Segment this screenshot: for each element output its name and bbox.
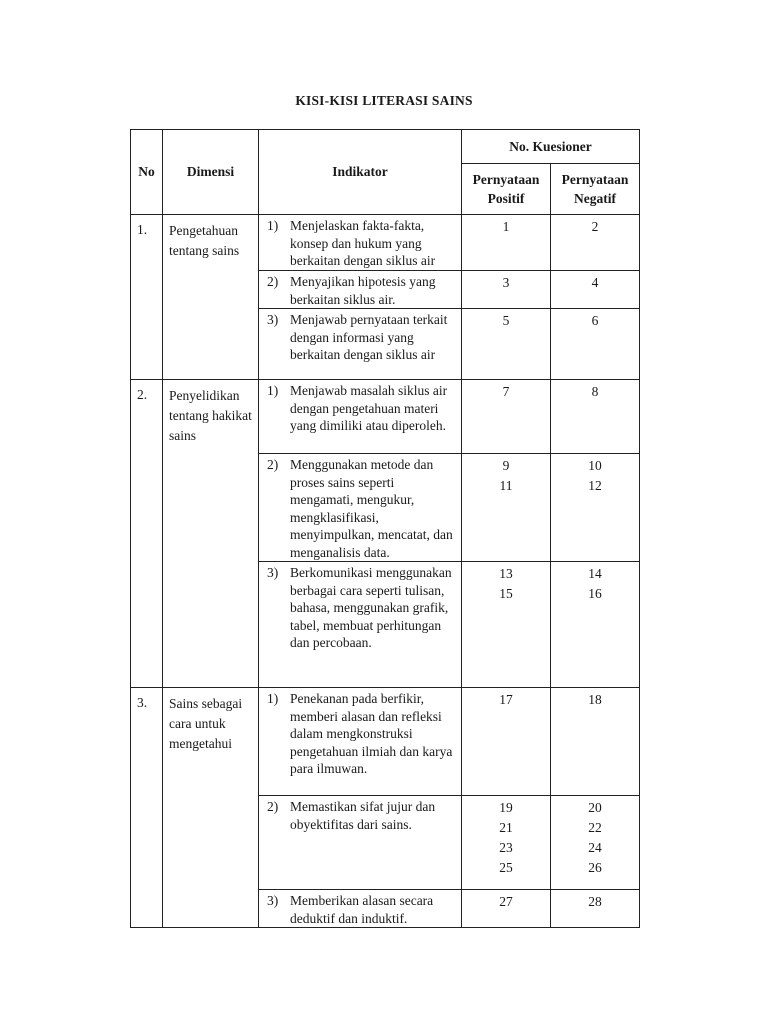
negative-item-number: 2 (591, 219, 599, 234)
indicator-text: Menggunakan metode dan proses sains seperti mengamati, mengukur, mengklasifikasi, menyimpulkan, mencatat, dan menganalisis data. (290, 457, 453, 560)
indicator-number: 3) (267, 312, 279, 327)
negative-item-number: 4 (591, 275, 599, 290)
negative-item-number: 14 (588, 566, 602, 581)
indicator-text: Penekanan pada berfikir, memberi alasan dan refleksi dalam mengkonstruksi pengetahuan ilmiah dan karya para ilmuwan. (290, 691, 453, 776)
header-dimensi: Dimensi (163, 130, 259, 215)
literacy-grid-table (130, 129, 640, 928)
dimension-cell: Sains sebagai cara untuk mengetahui (163, 688, 259, 928)
positive-item-number: 3 (502, 275, 510, 290)
positive-item-number: 21 (499, 820, 513, 835)
indicator-text: Menjelaskan fakta-fakta, konsep dan hukum yang berkaitan dengan siklus air (290, 218, 436, 268)
positive-item-number: 1 (502, 219, 510, 234)
negative-items-cell (551, 215, 640, 271)
indicator-cell (259, 796, 462, 890)
indicator-text: Menjawab pernyataan terkait dengan informasi yang berkaitan dengan siklus air (290, 312, 448, 362)
indicator-cell (259, 215, 462, 271)
negative-item-number: 26 (588, 860, 602, 875)
indicator-cell (259, 562, 462, 688)
negative-item-number: 24 (588, 840, 602, 855)
indicator-cell (259, 890, 462, 928)
table-row (131, 688, 640, 796)
negative-items-cell (551, 890, 640, 928)
indicator-cell (259, 380, 462, 454)
indicator-text: Memberikan alasan secara deduktif dan induktif. (290, 893, 434, 926)
positive-item-number: 17 (499, 692, 513, 707)
indicator-cell (259, 454, 462, 562)
positive-items-cell (462, 688, 551, 796)
positive-item-number: 27 (499, 894, 513, 909)
header-negatif: Pernyataan Negatif (551, 164, 640, 215)
negative-item-number: 16 (588, 586, 602, 601)
indicator-text: Berkomunikasi menggunakan berbagai cara seperti tulisan, bahasa, menggunakan grafik, tabel, membuat perhitungan dan percobaan. (290, 565, 452, 650)
indicator-number: 2) (267, 799, 279, 814)
indicator-number: 2) (267, 457, 279, 472)
negative-item-number: 20 (588, 800, 602, 815)
page-title: KISI-KISI LITERASI SAINS (295, 93, 473, 108)
negative-item-number: 8 (591, 384, 599, 399)
indicator-number: 3) (267, 565, 279, 580)
indicator-number: 1) (267, 691, 279, 706)
positive-item-number: 19 (499, 800, 513, 815)
row-number: 1. (131, 215, 163, 380)
positive-items-cell (462, 309, 551, 380)
positive-items-cell (462, 380, 551, 454)
negative-item-number: 6 (591, 313, 599, 328)
row-number: 2. (131, 380, 163, 688)
positive-items-cell (462, 271, 551, 309)
negative-items-cell (551, 796, 640, 890)
negative-item-number: 18 (588, 692, 602, 707)
negative-items-cell (551, 309, 640, 380)
indicator-number: 2) (267, 274, 279, 289)
negative-items-cell (551, 562, 640, 688)
positive-items-cell (462, 796, 551, 890)
dimension-cell: Pengetahuan tentang sains (163, 215, 259, 380)
indicator-text: Menjawab masalah siklus air dengan pengetahuan materi yang dimiliki atau diperoleh. (290, 383, 448, 433)
negative-item-number: 10 (588, 458, 602, 473)
positive-item-number: 23 (499, 840, 513, 855)
positive-item-number: 13 (499, 566, 513, 581)
table-row (131, 215, 640, 271)
indicator-text: Menyajikan hipotesis yang berkaitan siklus air. (290, 274, 436, 307)
positive-items-cell (462, 454, 551, 562)
negative-items-cell (551, 454, 640, 562)
table-row (131, 380, 640, 454)
positive-items-cell (462, 890, 551, 928)
positive-item-number: 15 (499, 586, 513, 601)
positive-items-cell (462, 215, 551, 271)
negative-items-cell (551, 271, 640, 309)
negative-item-number: 12 (588, 478, 602, 493)
positive-items-cell (462, 562, 551, 688)
header-positif: Pernyataan Positif (462, 164, 551, 215)
header-no: No (131, 130, 163, 215)
indicator-number: 3) (267, 893, 279, 908)
row-number: 3. (131, 688, 163, 928)
negative-item-number: 28 (588, 894, 602, 909)
indicator-cell (259, 688, 462, 796)
indicator-text: Memastikan sifat jujur dan obyektifitas dari sains. (290, 799, 436, 832)
negative-items-cell (551, 380, 640, 454)
indicator-number: 1) (267, 383, 279, 398)
header-indikator: Indikator (259, 130, 462, 215)
negative-items-cell (551, 688, 640, 796)
indicator-cell (259, 271, 462, 309)
positive-item-number: 25 (499, 860, 513, 875)
indicator-cell (259, 309, 462, 380)
positive-item-number: 9 (502, 458, 510, 473)
positive-item-number: 11 (499, 478, 513, 493)
negative-item-number: 22 (588, 820, 602, 835)
positive-item-number: 5 (502, 313, 510, 328)
indicator-number: 1) (267, 218, 279, 233)
header-kuesioner: No. Kuesioner (462, 130, 640, 164)
table-body (131, 215, 640, 928)
positive-item-number: 7 (502, 384, 510, 399)
dimension-cell: Penyelidikan tentang hakikat sains (163, 380, 259, 688)
